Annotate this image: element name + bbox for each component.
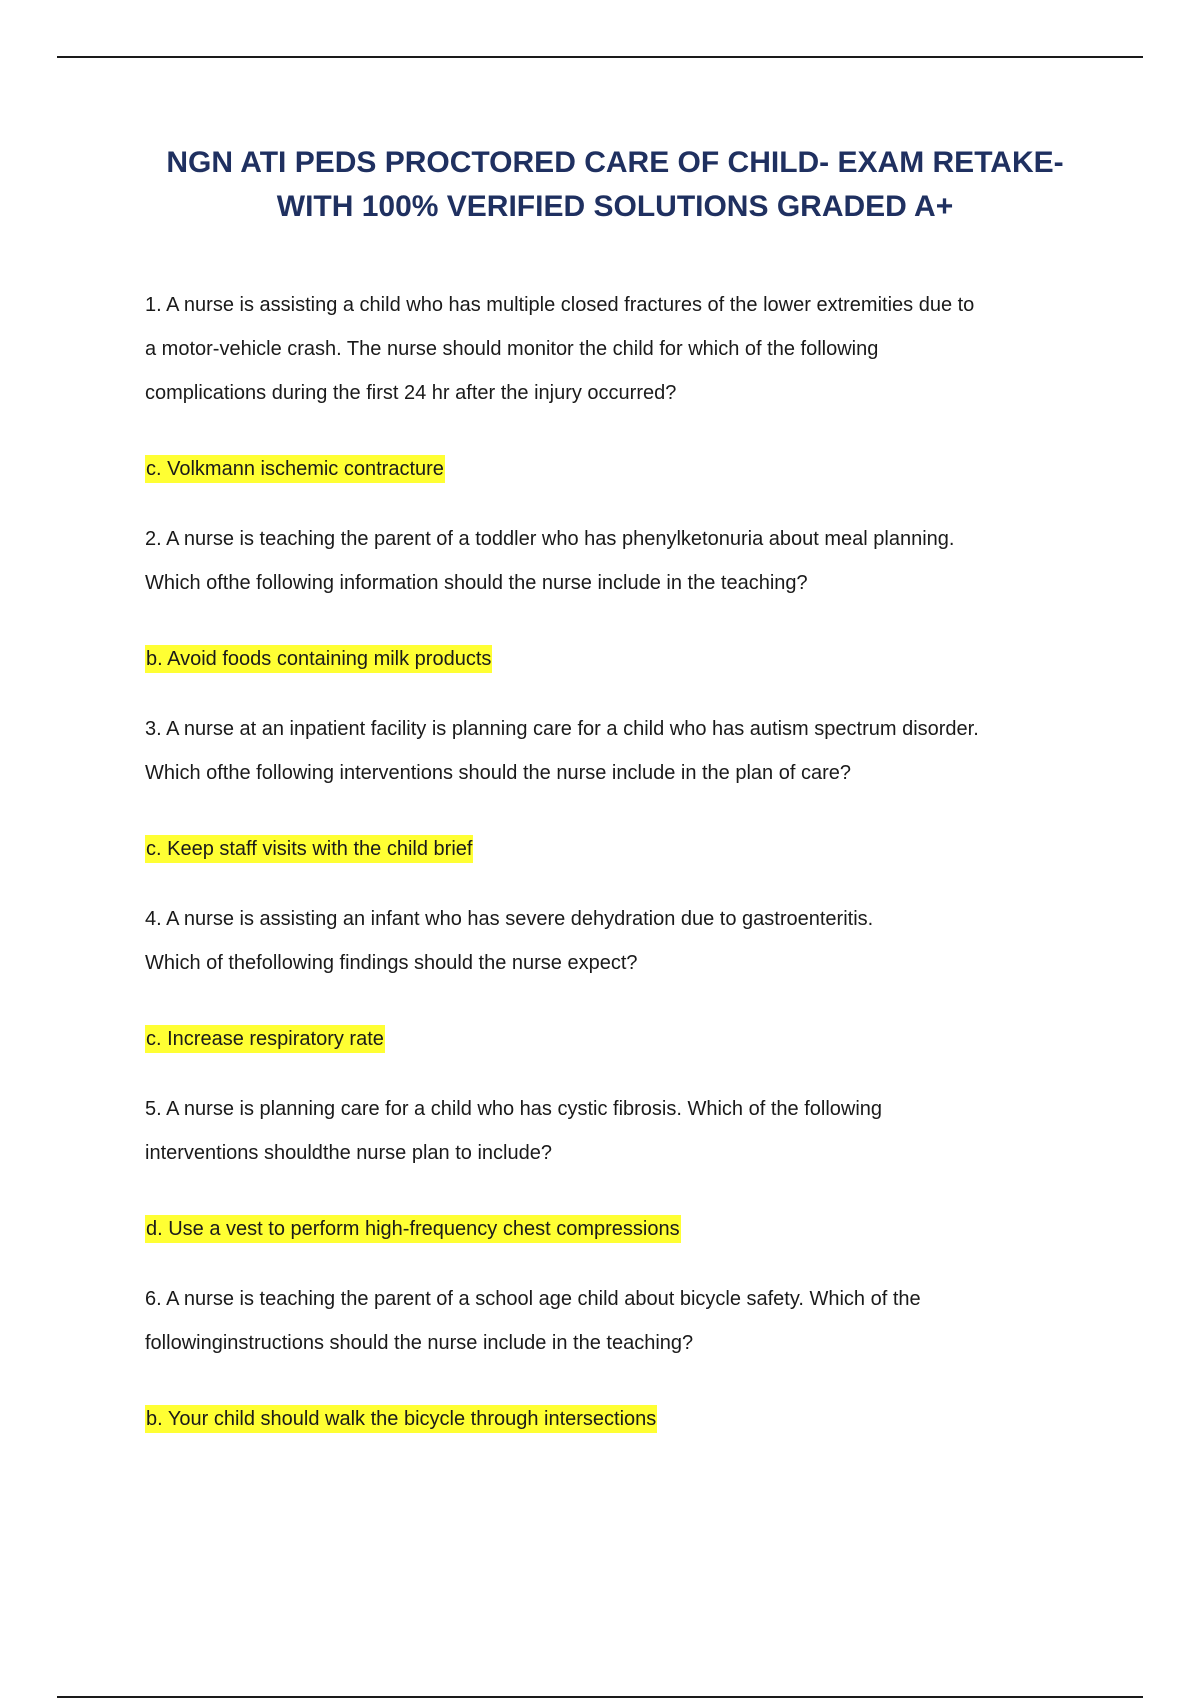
question-line: 4. A nurse is assisting an infant who has severe dehydration due to gastroenteritis. [145, 908, 874, 930]
question-text [145, 1087, 1105, 1175]
top-rule [57, 56, 1143, 58]
question-text [145, 517, 1105, 605]
question-text [145, 283, 1105, 415]
question-line: complications during the first 24 hr after the injury occurred? [145, 382, 677, 404]
question-line: 2. A nurse is teaching the parent of a toddler who has phenylketonuria about meal planning. [145, 528, 955, 550]
highlighted-answer: c. Volkmann ischemic contracture [145, 455, 445, 483]
question-line: a motor-vehicle crash. The nurse should monitor the child for which of the following [145, 338, 879, 360]
highlighted-answer: c. Keep staff visits with the child brief [145, 835, 473, 863]
answer-row [145, 455, 1105, 517]
question-list [145, 283, 1105, 1467]
question-item-5 [145, 1087, 1105, 1277]
question-line: Which ofthe following information should the nurse include in the teaching? [145, 572, 808, 594]
question-line: 1. A nurse is assisting a child who has multiple closed fractures of the lower extremities due to [145, 294, 975, 316]
question-line: 6. A nurse is teaching the parent of a school age child about bicycle safety. Which of the [145, 1288, 921, 1310]
question-line: Which of thefollowing findings should the nurse expect? [145, 952, 638, 974]
answer-row [145, 835, 1105, 897]
question-line: 3. A nurse at an inpatient facility is planning care for a child who has autism spectrum disorder. [145, 718, 979, 740]
question-line: followinginstructions should the nurse include in the teaching? [145, 1332, 694, 1354]
question-item-6 [145, 1277, 1105, 1467]
highlighted-answer: c. Increase respiratory rate [145, 1025, 385, 1053]
question-text [145, 707, 1105, 795]
question-line: 5. A nurse is planning care for a child who has cystic fibrosis. Which of the following [145, 1098, 883, 1120]
title-line: NGN ATI PEDS PROCTORED CARE OF CHILD- EXAM RETAKE- [166, 146, 1064, 179]
question-text [145, 897, 1105, 985]
question-item-4 [145, 897, 1105, 1087]
question-item-3 [145, 707, 1105, 897]
answer-row [145, 1215, 1105, 1277]
question-item-2 [145, 517, 1105, 707]
title-line: WITH 100% VERIFIED SOLUTIONS GRADED A+ [276, 190, 954, 223]
highlighted-answer: b. Your child should walk the bicycle through intersections [145, 1405, 657, 1433]
question-text [145, 1277, 1105, 1365]
answer-row [145, 1025, 1105, 1087]
bottom-rule [57, 1696, 1143, 1698]
question-line: Which ofthe following interventions should the nurse include in the plan of care? [145, 762, 851, 784]
question-item-1 [145, 283, 1105, 517]
question-line: interventions shouldthe nurse plan to include? [145, 1142, 552, 1164]
answer-row [145, 645, 1105, 707]
answer-row [145, 1405, 1105, 1467]
document-title [100, 141, 1130, 229]
highlighted-answer: b. Avoid foods containing milk products [145, 645, 492, 673]
highlighted-answer: d. Use a vest to perform high-frequency chest compressions [145, 1215, 681, 1243]
